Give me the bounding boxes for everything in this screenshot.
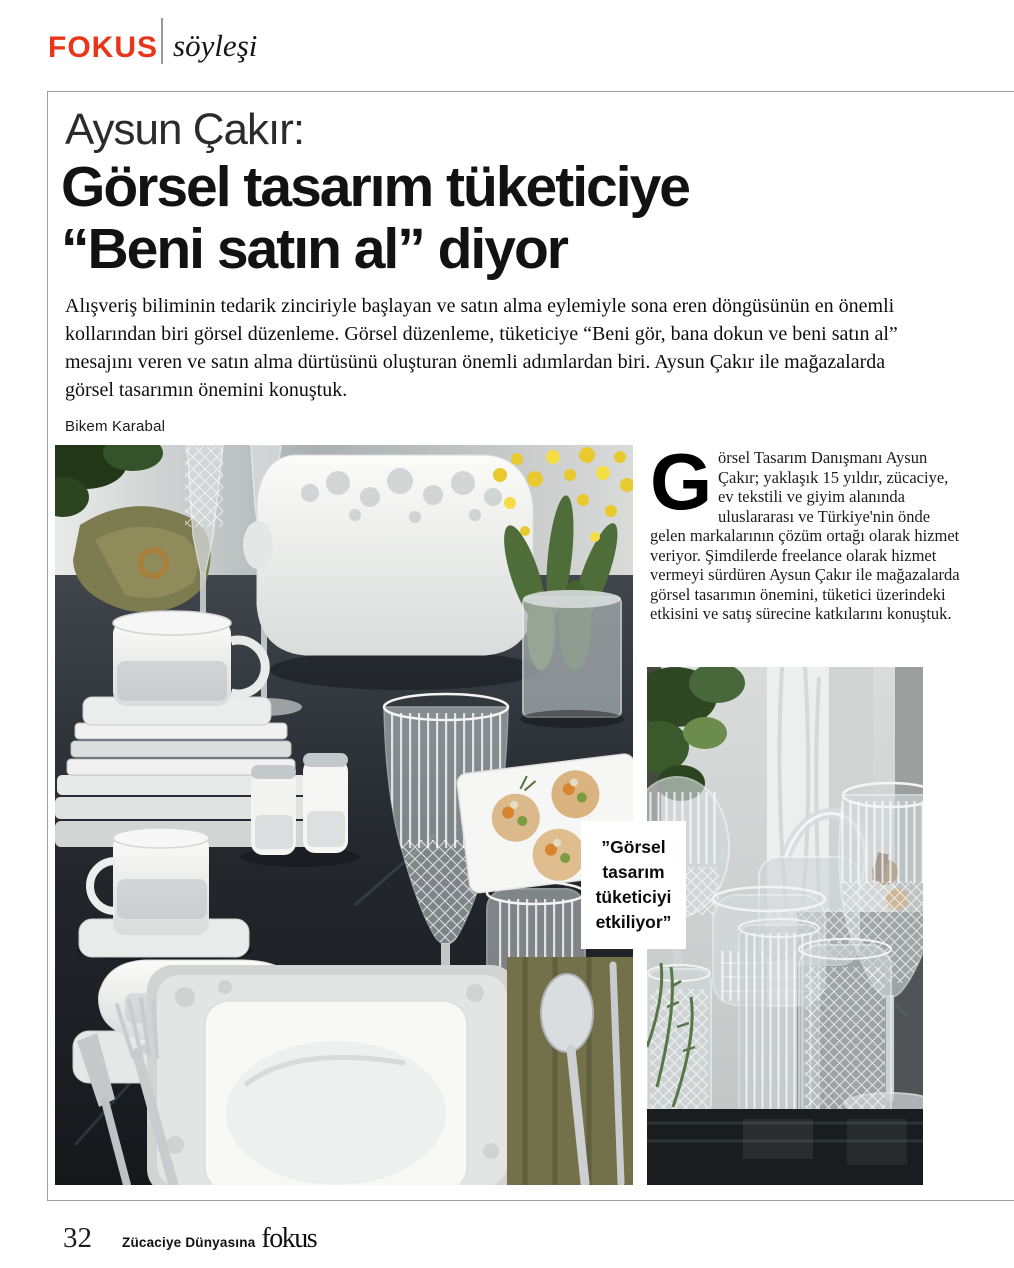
headline <box>61 156 689 280</box>
article-body <box>650 437 965 624</box>
fokus-logo: FOKUS <box>48 31 158 64</box>
napkin-and-cutlery <box>507 957 633 1185</box>
crystal-glassware-photo-graphic <box>647 667 923 1185</box>
magazine-logo: fokus <box>261 1223 317 1254</box>
tableware-photo-graphic <box>55 445 633 1185</box>
byline: Bikem Karabal <box>65 418 166 435</box>
tableware-photo <box>55 445 633 1185</box>
lead-paragraph: Alışveriş biliminin tedarik zinciriyle başlayan ve satın alma eylemiyle sona eren döngüsünün en önemli kollarından biri görsel düzenleme. Görsel düzenleme, tüketiciye “Beni gör, bana dokun ve beni satın al” mesajını veren ve satın alma dürtüsünü oluşturan önemli adımlardan biri. Aysun Çakır ile mağazalarda görsel tasarımın önemini konuştuk. <box>65 295 898 401</box>
small-diamond-tumbler <box>647 965 711 1117</box>
headline-line-1: Görsel tasarım tüketiciye <box>61 155 689 219</box>
section-label: söyleşi <box>173 28 258 63</box>
masthead-divider <box>161 18 163 64</box>
article-frame <box>47 91 1014 1201</box>
headline-line-2: “Beni satın al” diyor <box>61 217 567 281</box>
body-text: örsel Tasarım Danışmanı Aysun Çakır; yaklaşık 15 yıldır, zücaciye, ev tekstili ve giyim alanında uluslararası ve Türkiye'nin önde gelen markalarının çözüm ortağı olarak hizmet veriyor. Şimdilerde freelance olarak hizmet vermeyi sürdüren Aysun Çakır ile mağazalarda görsel tasarımın önemini, tüketici üzerindeki etkisini ve satış sürecine katkılarını konuştuk. <box>650 448 960 623</box>
pull-quote: ”Görsel tasarım tüketiciyi etkiliyor” <box>581 821 686 949</box>
crystal-glassware-photo <box>647 667 923 1185</box>
dinner-plate-with-bowl <box>147 965 517 1185</box>
kicker: Aysun Çakır: <box>65 105 305 154</box>
page-footer <box>63 1222 316 1255</box>
magazine-title: Zücaciye Dünyasına <box>122 1235 256 1250</box>
page-number: 32 <box>63 1222 92 1254</box>
drop-cap: G <box>650 437 713 526</box>
dark-table-reflection <box>647 1109 923 1185</box>
